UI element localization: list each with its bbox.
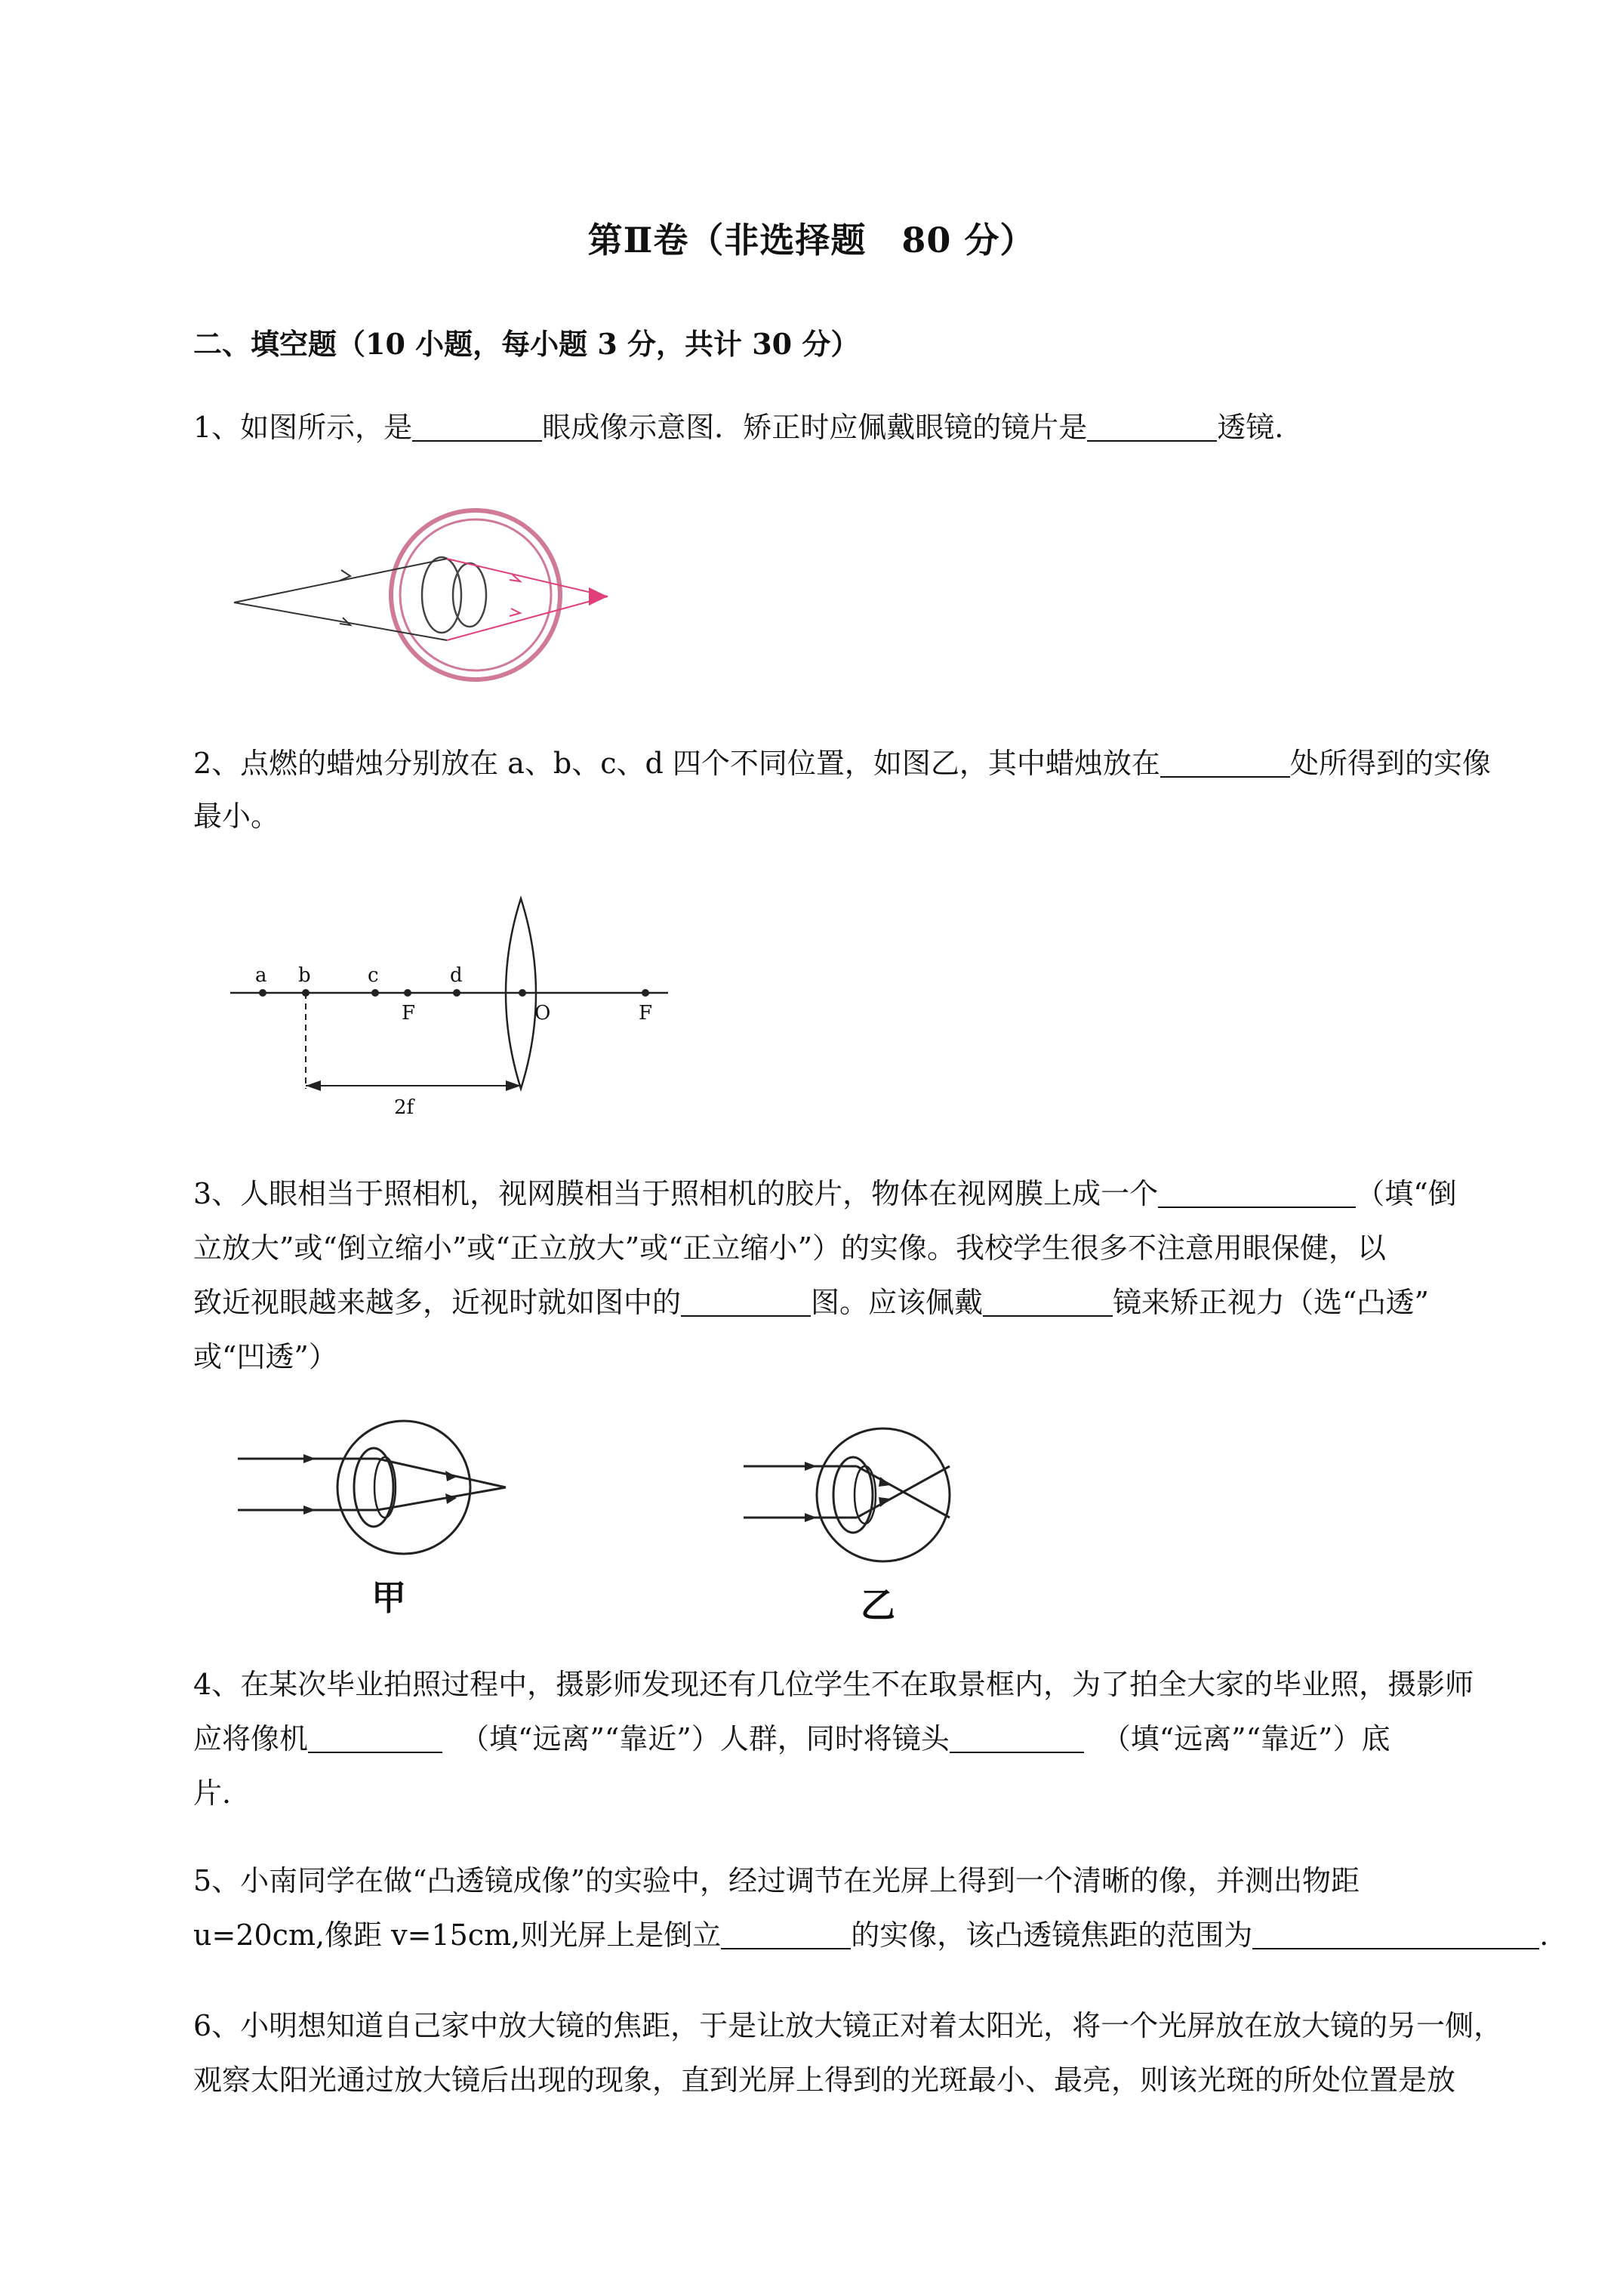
- q4-text-b: 应将像机: [193, 1722, 309, 1755]
- question-3: [193, 1174, 1457, 1213]
- q5-text-c: 的实像，该凸透镜焦距的范围为: [851, 1918, 1253, 1952]
- figure-yi-label: 乙: [861, 1585, 895, 1623]
- figure-jia-label: 甲: [371, 1577, 406, 1618]
- question-2-cont: 最小。: [193, 800, 280, 833]
- question-6-line-2: 观察太阳光通过放大镜后出现的现象，直到光屏上得到的光斑最小、最亮，则该光斑的所处位置是放: [193, 2063, 1456, 2097]
- q4-text-c: （填“远离”“靠近”）人群，同时将镜头: [460, 1722, 950, 1755]
- q3-text-e: 图。应该佩戴: [811, 1286, 984, 1319]
- point-b-label: b: [298, 964, 311, 987]
- q2-blank-1[interactable]: [1160, 747, 1290, 778]
- q2-text-b: 处所得到的实像: [1289, 747, 1491, 780]
- q5-text-b: u=20cm,像距 v=15cm,则光屏上是倒立: [193, 1918, 722, 1952]
- q5-text-d: .: [1539, 1918, 1549, 1952]
- question-3-line-3: [193, 1283, 1429, 1322]
- q3-text-a: 3、人眼相当于照相机，视网膜相当于照相机的胶片，物体在视网膜上成一个: [193, 1177, 1159, 1210]
- eye-diagram-jia: [238, 1421, 506, 1618]
- question-1: [193, 408, 1283, 447]
- lens-position-figure: [226, 891, 679, 1117]
- question-5-line-2: [193, 1915, 1548, 1955]
- q3-blank-1[interactable]: [1158, 1178, 1356, 1208]
- question-6: 6、小明想知道自己家中放大镜的焦距，于是让放大镜正对着太阳光，将一个光屏放在放大镜的另一侧，: [193, 2009, 1503, 2042]
- question-3-line-2: 立放大”或“倒立缩小”或“正立放大”或“正立缩小”）的实像。我校学生很多不注意用眼保健，以: [193, 1231, 1386, 1265]
- q1-blank-1[interactable]: [412, 411, 542, 442]
- q4-blank-1[interactable]: [308, 1723, 442, 1753]
- q1-text-a: 1、如图所示，是: [193, 411, 413, 444]
- q4-blank-2[interactable]: [950, 1723, 1084, 1753]
- q1-blank-2[interactable]: [1087, 411, 1217, 442]
- eye-diagram-figure: [226, 506, 649, 695]
- question-4-line-3: 片.: [193, 1777, 232, 1810]
- question-4-line-2: [193, 1719, 1390, 1758]
- point-d-label: d: [450, 964, 463, 987]
- q3-text-f: 镜来矫正视力（选“凸透”: [1113, 1286, 1429, 1319]
- q5-blank-1[interactable]: [721, 1919, 851, 1949]
- question-2: [193, 744, 1491, 783]
- section-heading: 二、填空题（10 小题，每小题 3 分，共计 30 分）: [193, 327, 860, 361]
- question-5: 5、小南同学在做“凸透镜成像”的实验中，经过调节在光屏上得到一个清晰的像，并测出物距: [193, 1864, 1360, 1897]
- q5-blank-2[interactable]: [1252, 1919, 1539, 1949]
- q3-blank-3[interactable]: [983, 1287, 1113, 1317]
- focus-left-label: F: [402, 1002, 416, 1025]
- eye-comparison-figure: [226, 1412, 981, 1623]
- q3-text-d: 致近视眼越来越多，近视时就如图中的: [193, 1286, 682, 1319]
- eye-diagram-yi: [744, 1428, 950, 1623]
- eye-diagram: [234, 510, 608, 680]
- q4-text-d: （填“远离”“靠近”）底: [1101, 1722, 1390, 1755]
- question-3-line-4: 或“凹透”）: [193, 1340, 337, 1373]
- point-a-label: a: [255, 964, 267, 987]
- two-f-label: 2f: [394, 1096, 414, 1117]
- q3-text-b: （填“倒: [1356, 1177, 1457, 1210]
- q2-text-a: 2、点燃的蜡烛分别放在 a、b、c、d 四个不同位置，如图乙，其中蜡烛放在: [193, 747, 1160, 780]
- focus-right-label: F: [639, 1002, 653, 1025]
- q1-text-c: 透镜.: [1217, 411, 1284, 444]
- q3-blank-2[interactable]: [681, 1287, 811, 1317]
- page-title: 第Ⅱ卷（非选择题 80 分）: [587, 220, 1036, 260]
- lens-diagram: [230, 898, 668, 1117]
- optical-center-label: O: [534, 1002, 551, 1025]
- point-c-label: c: [368, 964, 379, 987]
- question-4: 4、在某次毕业拍照过程中，摄影师发现还有几位学生不在取景框内，为了拍全大家的毕业照，摄影师: [193, 1668, 1474, 1701]
- q1-text-b: 眼成像示意图．矫正时应佩戴眼镜的镜片是: [542, 411, 1088, 444]
